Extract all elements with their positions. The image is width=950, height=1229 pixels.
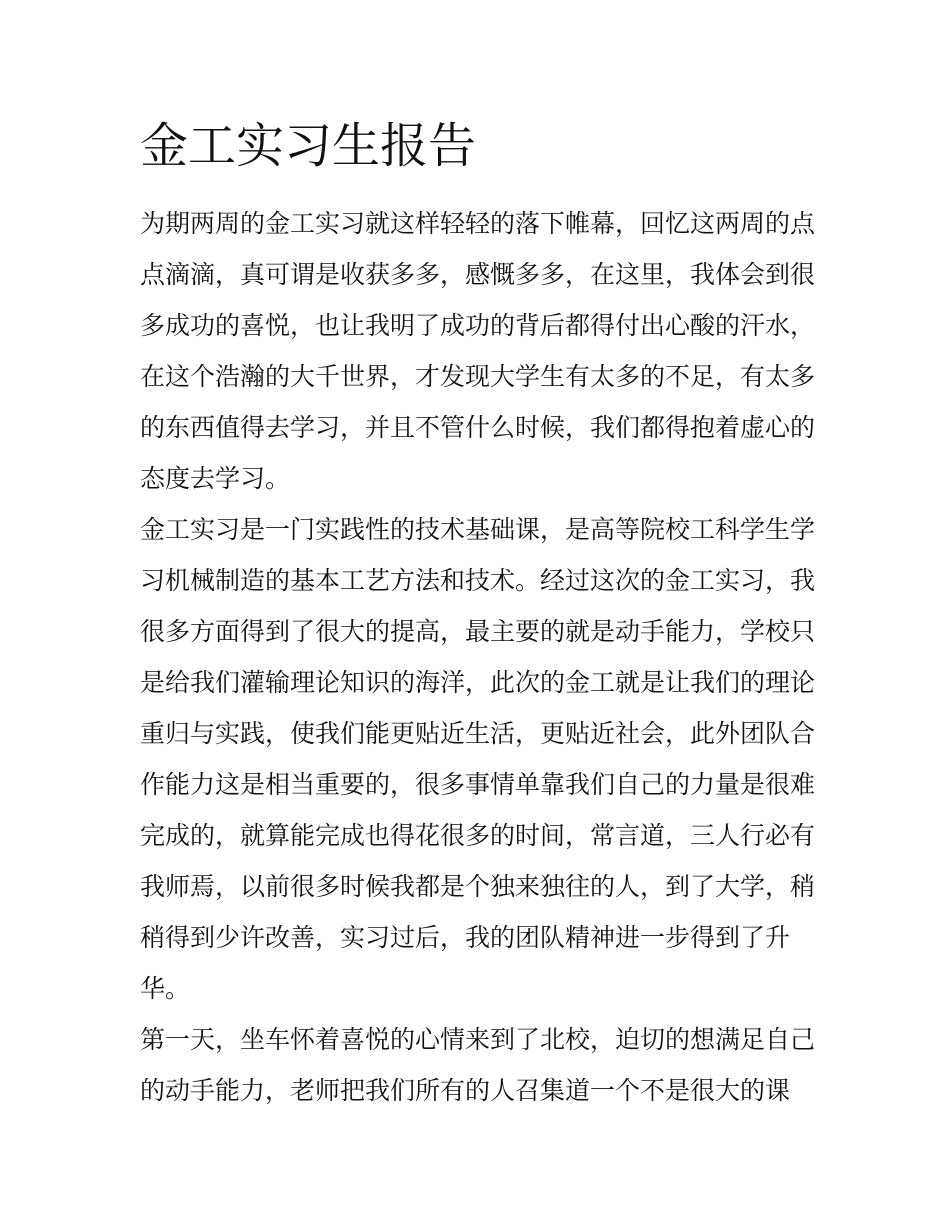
text-line: 的动手能力，老师把我们所有的人召集道一个不是很大的课	[140, 1076, 791, 1105]
text-line: 态度去学习。	[140, 464, 291, 493]
document-body	[140, 198, 820, 1116]
text-line: 的东西值得去学习，并且不管什么时候，我们都得抱着虚心的	[140, 413, 816, 442]
text-line: 稍得到少许改善，实习过后，我的团队精神进一步得到了升	[140, 923, 791, 952]
text-line: 很多方面得到了很大的提高，最主要的就是动手能力，学校只	[140, 617, 816, 646]
text-line: 我师焉，以前很多时候我都是个独来独往的人，到了大学，稍	[140, 872, 816, 901]
text-line: 在这个浩瀚的大千世界，才发现大学生有太多的不足，有太多	[140, 362, 816, 391]
document-title: 金工实习生报告	[140, 118, 477, 174]
text-line: 金工实习是一门实践性的技术基础课，是高等院校工科学生学	[140, 515, 816, 544]
text-line: 完成的，就算能完成也得花很多的时间，常言道，三人行必有	[140, 821, 816, 850]
text-line: 作能力这是相当重要的，很多事情单靠我们自己的力量是很难	[140, 770, 816, 799]
text-line: 为期两周的金工实习就这样轻轻的落下帷幕，回忆这两周的点	[140, 209, 816, 238]
text-line: 重归与实践，使我们能更贴近生活，更贴近社会，此外团队合	[140, 719, 816, 748]
paragraph	[140, 1014, 820, 1116]
paragraph	[140, 198, 820, 504]
text-line: 是给我们灌输理论知识的海洋，此次的金工就是让我们的理论	[140, 668, 816, 697]
paragraph	[140, 504, 820, 1014]
text-line: 习机械制造的基本工艺方法和技术。经过这次的金工实习，我	[140, 566, 816, 595]
text-line: 点滴滴，真可谓是收获多多，感慨多多，在这里，我体会到很	[140, 260, 816, 289]
text-line: 多成功的喜悦，也让我明了成功的背后都得付出心酸的汗水，	[140, 311, 816, 340]
text-line: 华。	[140, 974, 191, 1003]
text-line: 第一天，坐车怀着喜悦的心情来到了北校，迫切的想满足自己	[140, 1025, 816, 1054]
